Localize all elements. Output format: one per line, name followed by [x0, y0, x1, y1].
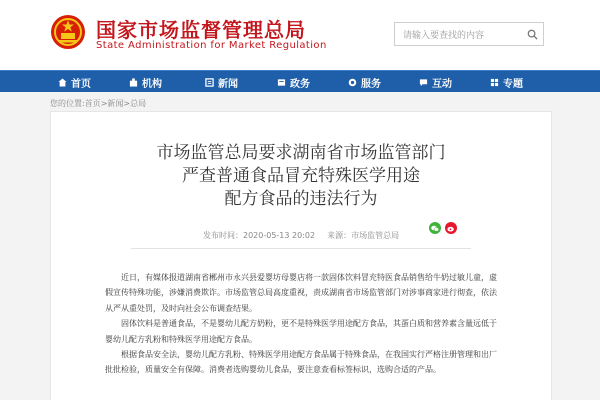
topics-icon: [490, 78, 499, 87]
article-paragraph: 根据食品安全法，婴幼儿配方乳粉、特殊医学用途配方食品属于特殊食品，在我国实行严格注册管理和出厂批批检验，质量安全有保障。消费者选购婴幼儿食品，要注意查看标签标识，选购合适的产品。: [105, 350, 497, 375]
service-icon: [348, 78, 357, 87]
nav-item-topics[interactable]: [490, 71, 523, 93]
nav-item-interaction[interactable]: [419, 71, 452, 93]
breadcrumb-headquarters[interactable]: 总局: [130, 99, 147, 108]
breadcrumb-separator: >: [123, 99, 131, 108]
home-icon: [58, 78, 67, 87]
weibo-share-icon[interactable]: [445, 222, 457, 234]
article-meta: [203, 230, 411, 241]
share-bar: [429, 222, 457, 234]
organization-icon: [129, 78, 138, 87]
nav-label-interaction: 互动: [432, 78, 452, 90]
site-title-english: State Administration for Market Regulation: [96, 40, 327, 51]
nav-item-home[interactable]: [58, 71, 91, 93]
site-header: [0, 0, 600, 72]
article-title: [51, 142, 551, 211]
nav-item-news[interactable]: [205, 71, 238, 93]
meta-divider: [131, 248, 471, 249]
nav-item-organization[interactable]: [129, 71, 162, 93]
breadcrumb-separator: >: [100, 99, 108, 108]
article-title-line: 市场监管总局要求湖南省市场监管部门: [156, 143, 446, 163]
search-button[interactable]: [521, 23, 543, 45]
publish-date: 发布时间：2020-05-13 20:02: [203, 231, 316, 240]
national-emblem-icon: [50, 14, 86, 50]
nav-label-organization: 机构: [142, 78, 162, 90]
breadcrumb-news[interactable]: 新闻: [107, 99, 124, 108]
article-source: 来源：市场监管总局: [327, 231, 400, 240]
article-paragraph: 固体饮料是普通食品，不是婴幼儿配方奶粉，更不是特殊医学用途配方食品，其蛋白质和营养素含量远低于婴幼儿配方乳粉和特殊医学用途配方食品。: [105, 319, 497, 344]
site-title: 国家市场监督管理总局: [96, 18, 306, 42]
government-affairs-icon: [277, 78, 286, 87]
nav-label-government-affairs: 政务: [290, 78, 310, 90]
search-icon: [527, 29, 538, 40]
main-nav: [0, 70, 600, 92]
nav-label-topics: 专题: [503, 78, 523, 90]
article-container: [50, 111, 552, 400]
article-title-line: 严查普通食品冒充特殊医学用途: [182, 166, 420, 186]
article-body: [105, 270, 501, 378]
interaction-icon: [419, 78, 428, 87]
search-input[interactable]: [395, 25, 519, 47]
article-paragraph: 近日，有媒体报道湖南省郴州市永兴县爱婴坊母婴店将一款固体饮料冒充特医食品销售给牛奶过敏儿童，虚假宣传特殊功能，涉嫌消费欺诈。市场监管总局高度重视，责成湖南省市场监管部门对涉事商家进行彻查，依法从严从重处罚，及时向社会公布调查结果。: [105, 273, 497, 313]
breadcrumb-home[interactable]: 首页: [84, 99, 101, 108]
article-title-line: 配方食品的违法行为: [224, 189, 378, 209]
nav-item-service[interactable]: [348, 71, 381, 93]
search-box: [394, 22, 544, 46]
nav-label-news: 新闻: [218, 78, 238, 90]
wechat-share-icon[interactable]: [429, 222, 441, 234]
news-icon: [205, 78, 214, 87]
nav-item-government-affairs[interactable]: [277, 71, 310, 93]
breadcrumb-prefix: 您的位置:: [50, 99, 85, 108]
breadcrumb: [50, 98, 146, 109]
nav-label-service: 服务: [361, 78, 381, 90]
nav-label-home: 首页: [71, 78, 91, 90]
